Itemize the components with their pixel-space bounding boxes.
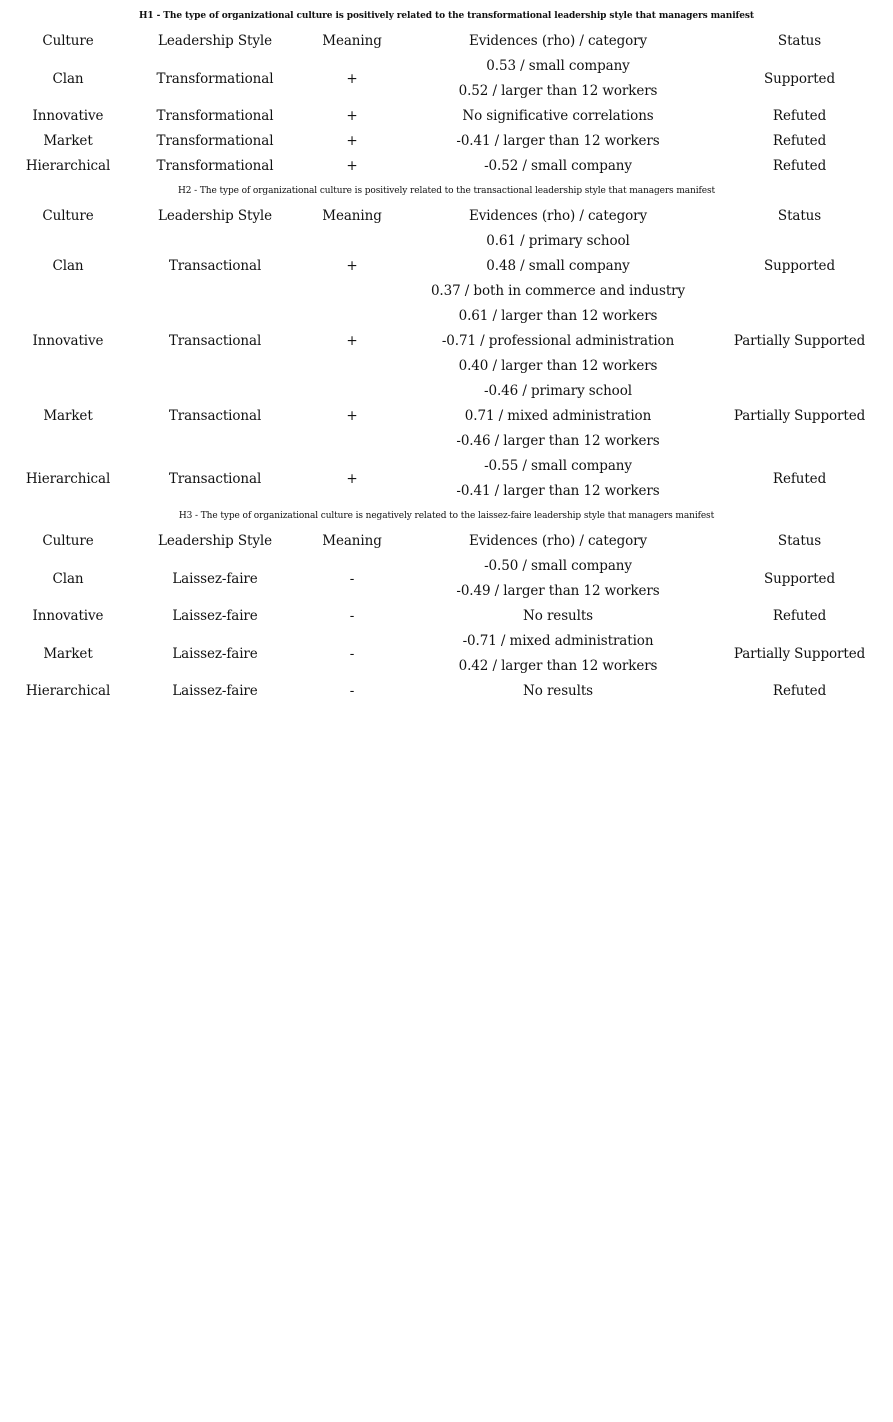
culture-cell: Clan — [52, 258, 84, 274]
leadership-style-header: Leadership Style — [158, 533, 272, 549]
leadership-style-cell: Laissez-faire — [172, 608, 258, 624]
meaning-cell: + — [346, 470, 358, 487]
table-row — [0, 154, 893, 179]
meaning-cell: + — [346, 408, 358, 424]
hypotheses-results-document — [0, 4, 893, 704]
culture-cell: Hierarchical — [25, 470, 111, 487]
table-row — [0, 104, 893, 129]
culture-cell: Market — [43, 408, 93, 424]
status-cell: Refuted — [772, 683, 827, 699]
evidences-header: Evidences (rho) / category — [468, 208, 648, 224]
table-row — [0, 679, 893, 704]
table-row — [0, 604, 893, 629]
evidence-line: No results — [523, 608, 593, 624]
culture-cell: Clan — [52, 570, 84, 587]
evidence-line: -0.52 / small company — [484, 158, 632, 174]
evidences-cell — [410, 379, 706, 454]
culture-header: Culture — [42, 208, 94, 224]
evidences-cell — [410, 129, 706, 154]
meaning-cell: - — [349, 683, 355, 699]
evidences-cell — [410, 604, 706, 629]
culture-cell: Market — [43, 133, 93, 149]
evidences-cell — [410, 229, 706, 304]
evidences-cell — [410, 679, 706, 704]
evidence-line: -0.46 / primary school — [484, 383, 632, 399]
h2-hypothesis-row — [0, 179, 893, 204]
table-row — [0, 629, 893, 679]
meaning-header: Meaning — [322, 208, 382, 224]
evidences-cell — [410, 629, 706, 679]
leadership-style-cell: Laissez-faire — [172, 570, 258, 587]
evidence-line: -0.46 / larger than 12 workers — [456, 433, 660, 449]
status-header: Status — [777, 533, 822, 549]
h3-hypothesis-row — [0, 504, 893, 529]
h3-column-header-row — [0, 529, 893, 554]
table-row — [0, 304, 893, 379]
evidence-line: 0.37 / both in commerce and industry — [430, 283, 686, 299]
meaning-cell: + — [346, 70, 358, 87]
evidences-cell — [410, 304, 706, 379]
leadership-style-cell: Transactional — [168, 408, 262, 424]
evidence-line: 0.61 / larger than 12 workers — [458, 308, 658, 324]
status-cell: Partially Supported — [733, 645, 866, 662]
evidence-line: 0.61 / primary school — [486, 233, 630, 249]
evidence-line: 0.40 / larger than 12 workers — [458, 358, 658, 374]
leadership-style-cell: Laissez-faire — [172, 683, 258, 699]
evidences-cell — [410, 454, 706, 504]
status-header: Status — [777, 208, 822, 224]
hypotheses-results-table — [0, 4, 893, 704]
meaning-cell: + — [346, 258, 358, 274]
status-cell: Partially Supported — [733, 333, 866, 349]
status-cell: Refuted — [772, 608, 827, 624]
evidence-line: -0.41 / larger than 12 workers — [456, 133, 660, 149]
culture-cell: Innovative — [32, 108, 104, 124]
status-cell: Refuted — [772, 158, 827, 174]
h1-hypothesis-title: H1 - The type of organizational culture is positively related to the transformational leadership style that managers manifest — [139, 11, 754, 21]
evidence-line: No significative correlations — [462, 108, 654, 124]
evidence-line: -0.55 / small company — [484, 458, 632, 474]
evidence-line: -0.50 / small company — [484, 558, 632, 574]
leadership-style-cell: Laissez-faire — [172, 645, 258, 662]
table-row — [0, 54, 893, 104]
table-row — [0, 379, 893, 454]
table-row — [0, 454, 893, 504]
meaning-cell: - — [349, 608, 355, 624]
evidences-cell — [410, 54, 706, 104]
meaning-header: Meaning — [322, 33, 382, 49]
leadership-style-header: Leadership Style — [158, 33, 272, 49]
evidence-line: -0.41 / larger than 12 workers — [456, 483, 660, 499]
culture-cell: Hierarchical — [25, 683, 111, 699]
meaning-cell: + — [346, 133, 358, 149]
meaning-header: Meaning — [322, 533, 382, 549]
status-cell: Partially Supported — [733, 408, 866, 424]
status-cell: Refuted — [772, 108, 827, 124]
leadership-style-cell: Transactional — [168, 470, 262, 487]
status-header: Status — [777, 33, 822, 49]
table-body — [0, 4, 893, 704]
evidences-header: Evidences (rho) / category — [468, 533, 648, 549]
leadership-style-cell: Transactional — [168, 333, 262, 349]
h3-hypothesis-title: H3 - The type of organizational culture is negatively related to the laissez-faire leadership style that managers manifest — [178, 511, 715, 521]
status-cell: Refuted — [772, 470, 827, 487]
h2-column-header-row — [0, 204, 893, 229]
leadership-style-cell: Transformational — [156, 133, 274, 149]
h2-hypothesis-title: H2 - The type of organizational culture is positively related to the transactional leadership style that managers manifest — [178, 186, 715, 196]
evidence-line: No results — [523, 683, 593, 699]
meaning-cell: - — [349, 645, 355, 662]
meaning-cell: - — [349, 570, 355, 587]
evidences-cell — [410, 104, 706, 129]
meaning-cell: + — [346, 108, 358, 124]
culture-cell: Hierarchical — [25, 158, 111, 174]
evidences-header: Evidences (rho) / category — [468, 33, 648, 49]
culture-cell: Clan — [52, 70, 84, 87]
culture-header: Culture — [42, 33, 94, 49]
status-cell: Supported — [764, 258, 835, 274]
evidences-cell — [410, 154, 706, 179]
evidence-line: 0.53 / small company — [486, 58, 630, 74]
table-row — [0, 129, 893, 154]
evidence-line: -0.71 / professional administration — [441, 333, 675, 349]
status-cell: Supported — [764, 70, 835, 87]
culture-cell: Innovative — [32, 608, 104, 624]
evidence-line: -0.71 / mixed administration — [462, 633, 654, 649]
evidences-cell — [410, 554, 706, 604]
culture-header: Culture — [42, 533, 94, 549]
leadership-style-cell: Transformational — [156, 158, 274, 174]
status-cell: Refuted — [772, 133, 827, 149]
table-row — [0, 554, 893, 604]
evidence-line: 0.52 / larger than 12 workers — [458, 83, 658, 99]
leadership-style-cell: Transformational — [156, 108, 274, 124]
table-row — [0, 229, 893, 304]
meaning-cell: + — [346, 158, 358, 174]
leadership-style-cell: Transactional — [168, 258, 262, 274]
evidence-line: -0.49 / larger than 12 workers — [456, 583, 660, 599]
leadership-style-header: Leadership Style — [158, 208, 272, 224]
status-cell: Supported — [764, 570, 835, 587]
evidence-line: 0.71 / mixed administration — [464, 408, 652, 424]
evidence-line: 0.42 / larger than 12 workers — [458, 658, 658, 674]
meaning-cell: + — [346, 333, 358, 349]
h1-hypothesis-row — [0, 4, 893, 29]
culture-cell: Market — [43, 645, 93, 662]
culture-cell: Innovative — [32, 333, 104, 349]
h1-column-header-row — [0, 29, 893, 54]
evidence-line: 0.48 / small company — [486, 258, 630, 274]
leadership-style-cell: Transformational — [156, 70, 274, 87]
